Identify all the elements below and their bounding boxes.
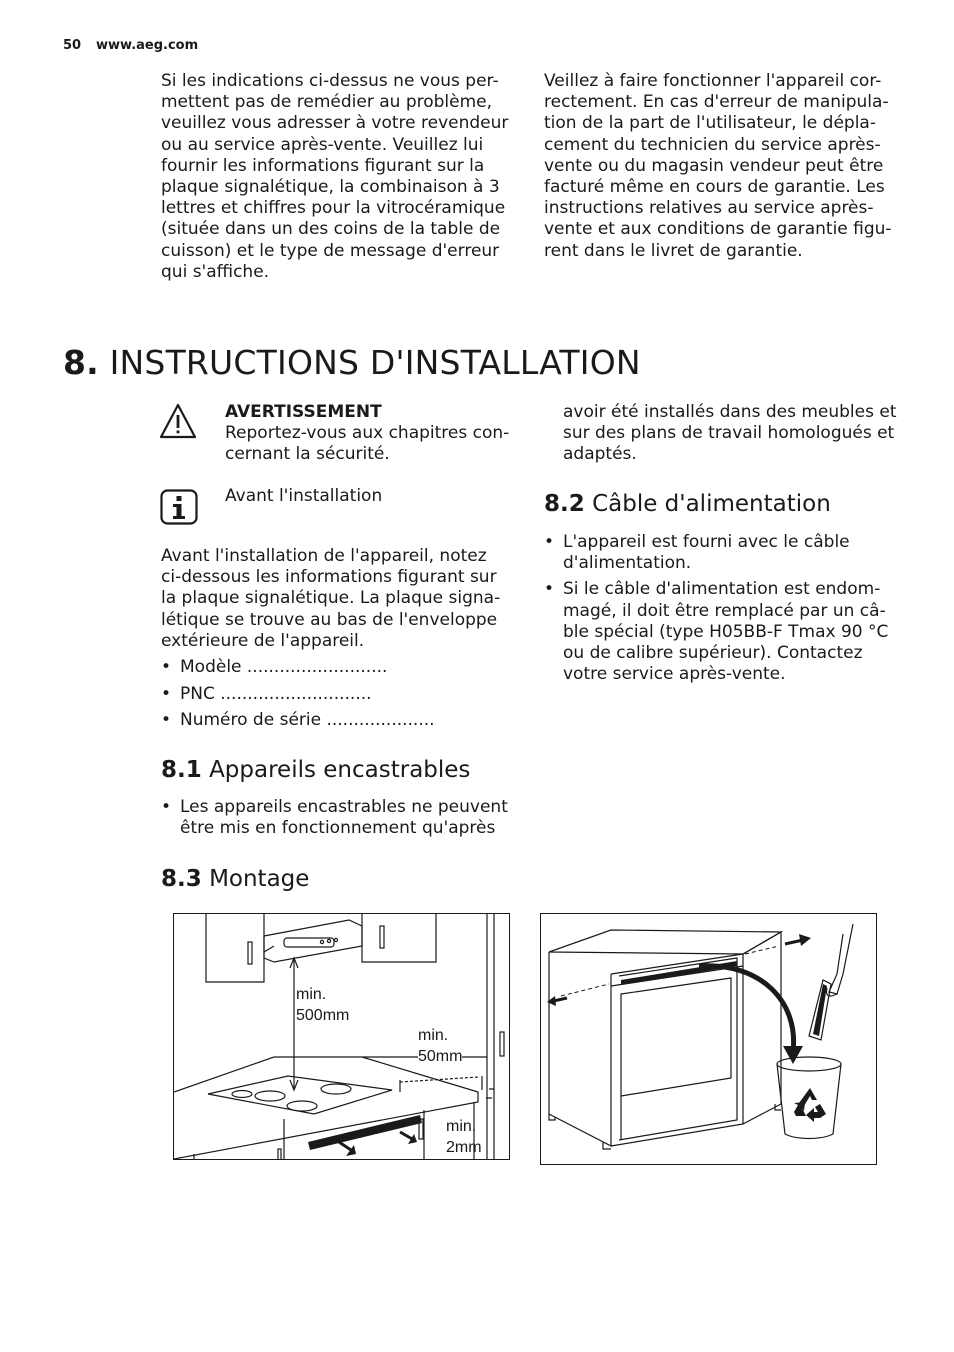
intro-right-paragraph: Veillez à faire fonctionner l'appareil cor- rectement. En cas d'erreur de manipula- tion de la part de l'utilisateur, le dépla- cement du technicien du service après- vente ou du magasin vendeur peut être facturé même en cours de garantie. Les instructions relatives au service après- vente et aux conditions de garantie figu- rent dans le livret de garantie. [544,71,892,261]
list-item: • L'appareil est fourni avec le câble d'alimentation. [544,532,904,574]
label-min-2mm: min. 2mm [446,1118,482,1156]
section-heading [63,342,641,384]
page-number: 50 [63,38,82,53]
warning-text: Reportez-vous aux chapitres con- cernant la sécurité. [225,423,510,465]
figure-cabinet-recycle [540,913,877,1165]
intro-left-paragraph: Si les indications ci-dessus ne vous per- mettent pas de remédier au problème, veuillez vous adresser à votre revendeur ou au service après-vente. Veuillez lui fournir les informations figurant sur la plaque signalétique, la combinaison à 3 lettres et chiffres pour la vitrocéramique (située dans un des coins de la table de cuisson) et le type de message d'erreur qui s'affiche. [161,71,509,282]
s82-bullets [544,532,904,685]
cabinet-diagram [541,914,876,1164]
s81-bullets [161,797,521,839]
s81-continued: avoir été installés dans des meubles et sur des plans de travail homologués et adaptés. [563,402,897,465]
section-title: INSTRUCTIONS D'INSTALLATION [109,343,641,382]
info-text: Avant l'installation [225,486,383,506]
label-min-500mm: min. 500mm [296,986,350,1024]
recycle-icon [790,1084,830,1124]
before-install-paragraph: Avant l'installation de l'appareil, notez ci-dessous les informations figurant sur la plaque signalétique. La plaque signa- létique se trouve au bas de l'enveloppe extérieure de l'appareil. [161,546,501,651]
list-item: • Si le câble d'alimentation est endom- magé, il doit être remplacé par un câ- ble spécial (type H05BB-F Tmax 90 °C ou de calibre supérieur). Contactez votre service après-vente. [544,579,904,685]
info-icon [160,489,198,525]
warning-triangle-icon [158,402,198,440]
figure-clearances [173,913,510,1160]
subsection-heading-8-2: 8.2 Câble d'alimentation [544,491,831,517]
warning-block [225,402,525,466]
list-item: • Numéro de série .................... [161,710,521,731]
list-item: • PNC ............................ [161,684,521,705]
header-url: www.aeg.com [96,38,199,53]
nameplate-fields [161,657,521,732]
subsection-heading-8-1: 8.1 Appareils encastrables [161,757,471,783]
warning-title: AVERTISSEMENT [225,402,382,422]
subsection-heading-8-3: 8.3 Montage [161,866,310,892]
label-min-50mm: min. 50mm [418,1027,463,1065]
list-item: • Les appareils encastrables ne peuvent être mis en fonctionnement qu'après [161,797,521,839]
section-number: 8. [63,343,99,382]
list-item: • Modèle .......................... [161,657,521,678]
